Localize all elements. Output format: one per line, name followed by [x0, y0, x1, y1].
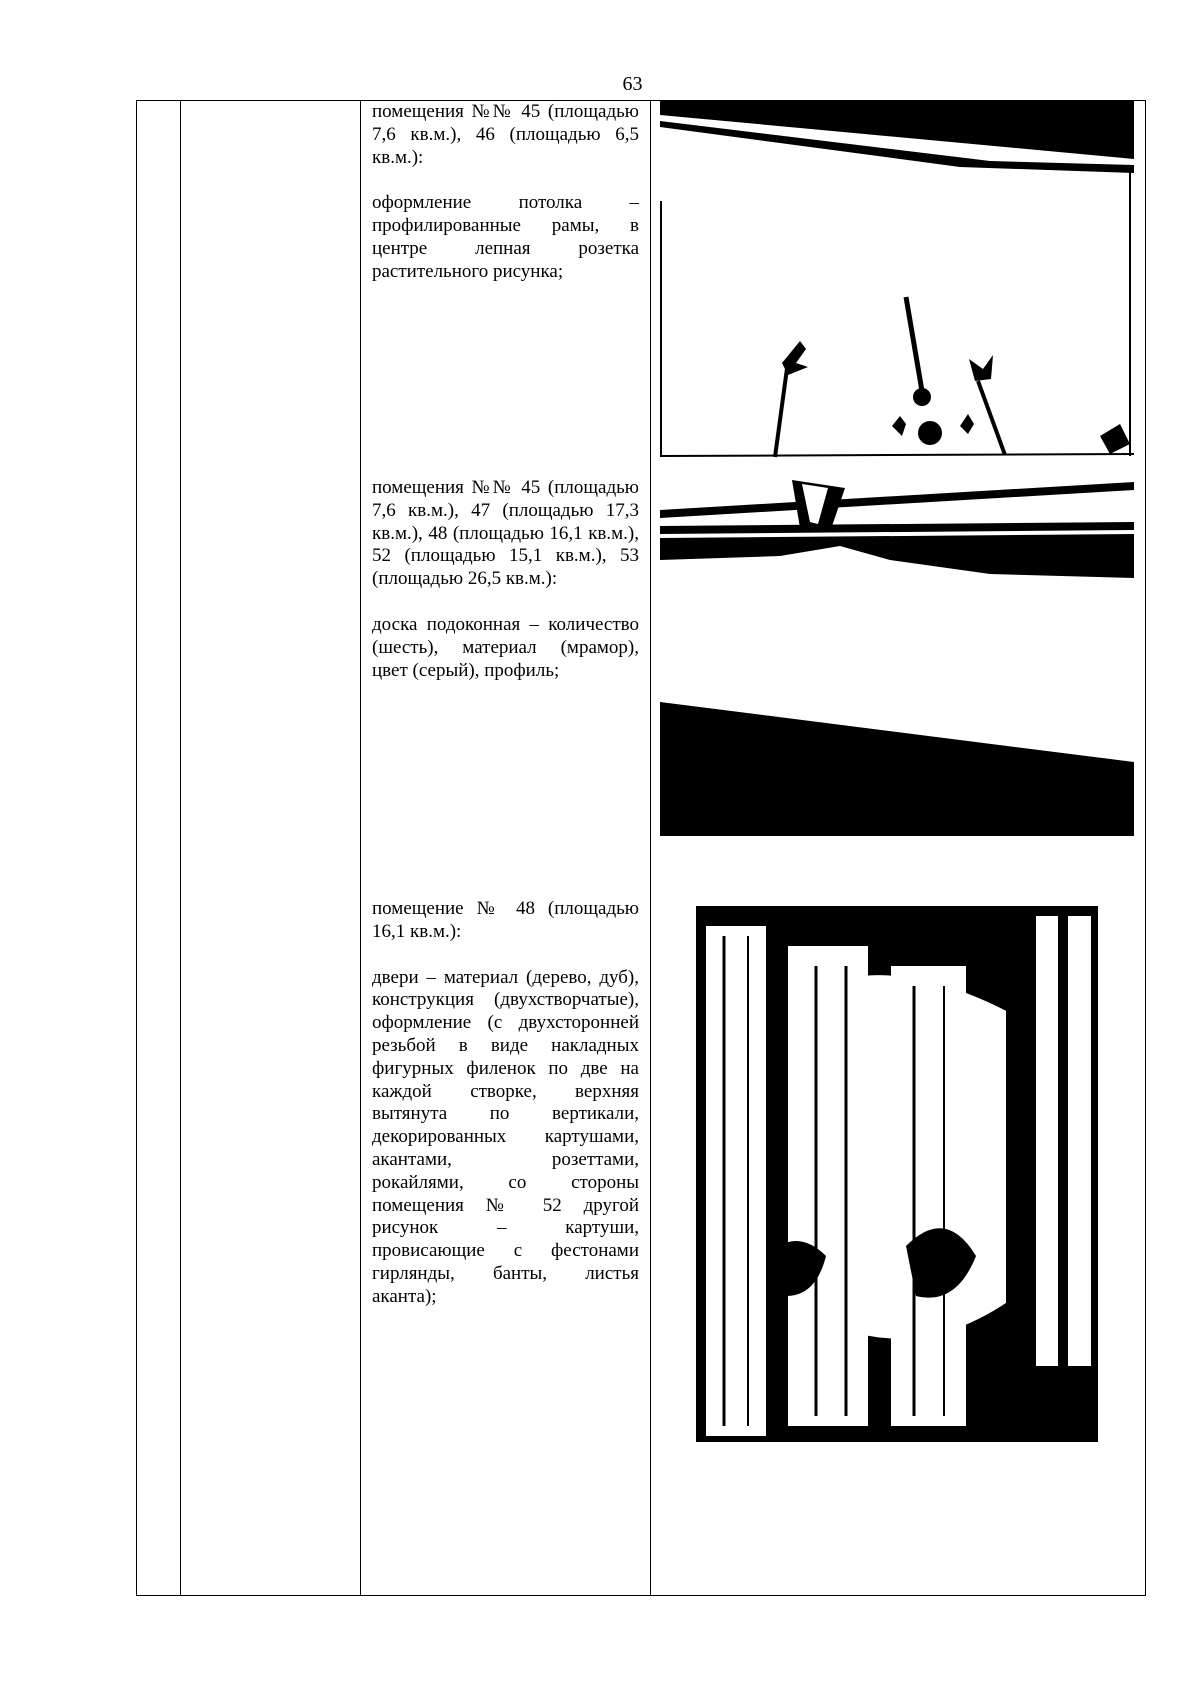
windowsill-photo: [660, 474, 1134, 836]
entry-description: [372, 898, 639, 1309]
room-text: помещения №№ 45 (площадью 7,6 кв.м.), 47 (площадью 17,3 кв.м.), 48 (площадью 16,1 кв.м.), 52 (площадью 15,1 кв.м.), 53 (площадью 26,5 кв.м.):: [372, 477, 639, 590]
entry-description: [372, 477, 639, 682]
room-text: помещения №№ 45 (площадью 7,6 кв.м.), 46 (площадью 6,5 кв.м.):: [372, 101, 639, 168]
ceiling-photo: [660, 101, 1134, 459]
entry-description: [372, 101, 639, 284]
page-number: 63: [622, 73, 643, 95]
feature-text: двери – материал (дерево, дуб), конструкция (двухстворчатые), оформление (с двухсторонней резьбой в виде накладных фигурных филенок по две на каждой створке, верхняя вытянута по вертикали, декорированных картушами, акантами, розеттами, рокайлями, со стороны помещения № 52 другой рисунок – картуши, провисающие с фестонами гирлянды, банты, листья аканта);: [372, 966, 639, 1307]
column-divider: [180, 101, 181, 1595]
room-text: помещение № 48 (площадью 16,1 кв.м.):: [372, 898, 639, 942]
feature-text: оформление потолка – профилированные рамы, в центре лепная розетка растительного рисунка;: [372, 192, 639, 282]
feature-text: доска подоконная – количество (шесть), материал (мрамор), цвет (серый), профиль;: [372, 613, 639, 681]
column-divider: [360, 101, 361, 1595]
column-divider: [650, 101, 651, 1595]
door-photo: [696, 906, 1098, 1442]
